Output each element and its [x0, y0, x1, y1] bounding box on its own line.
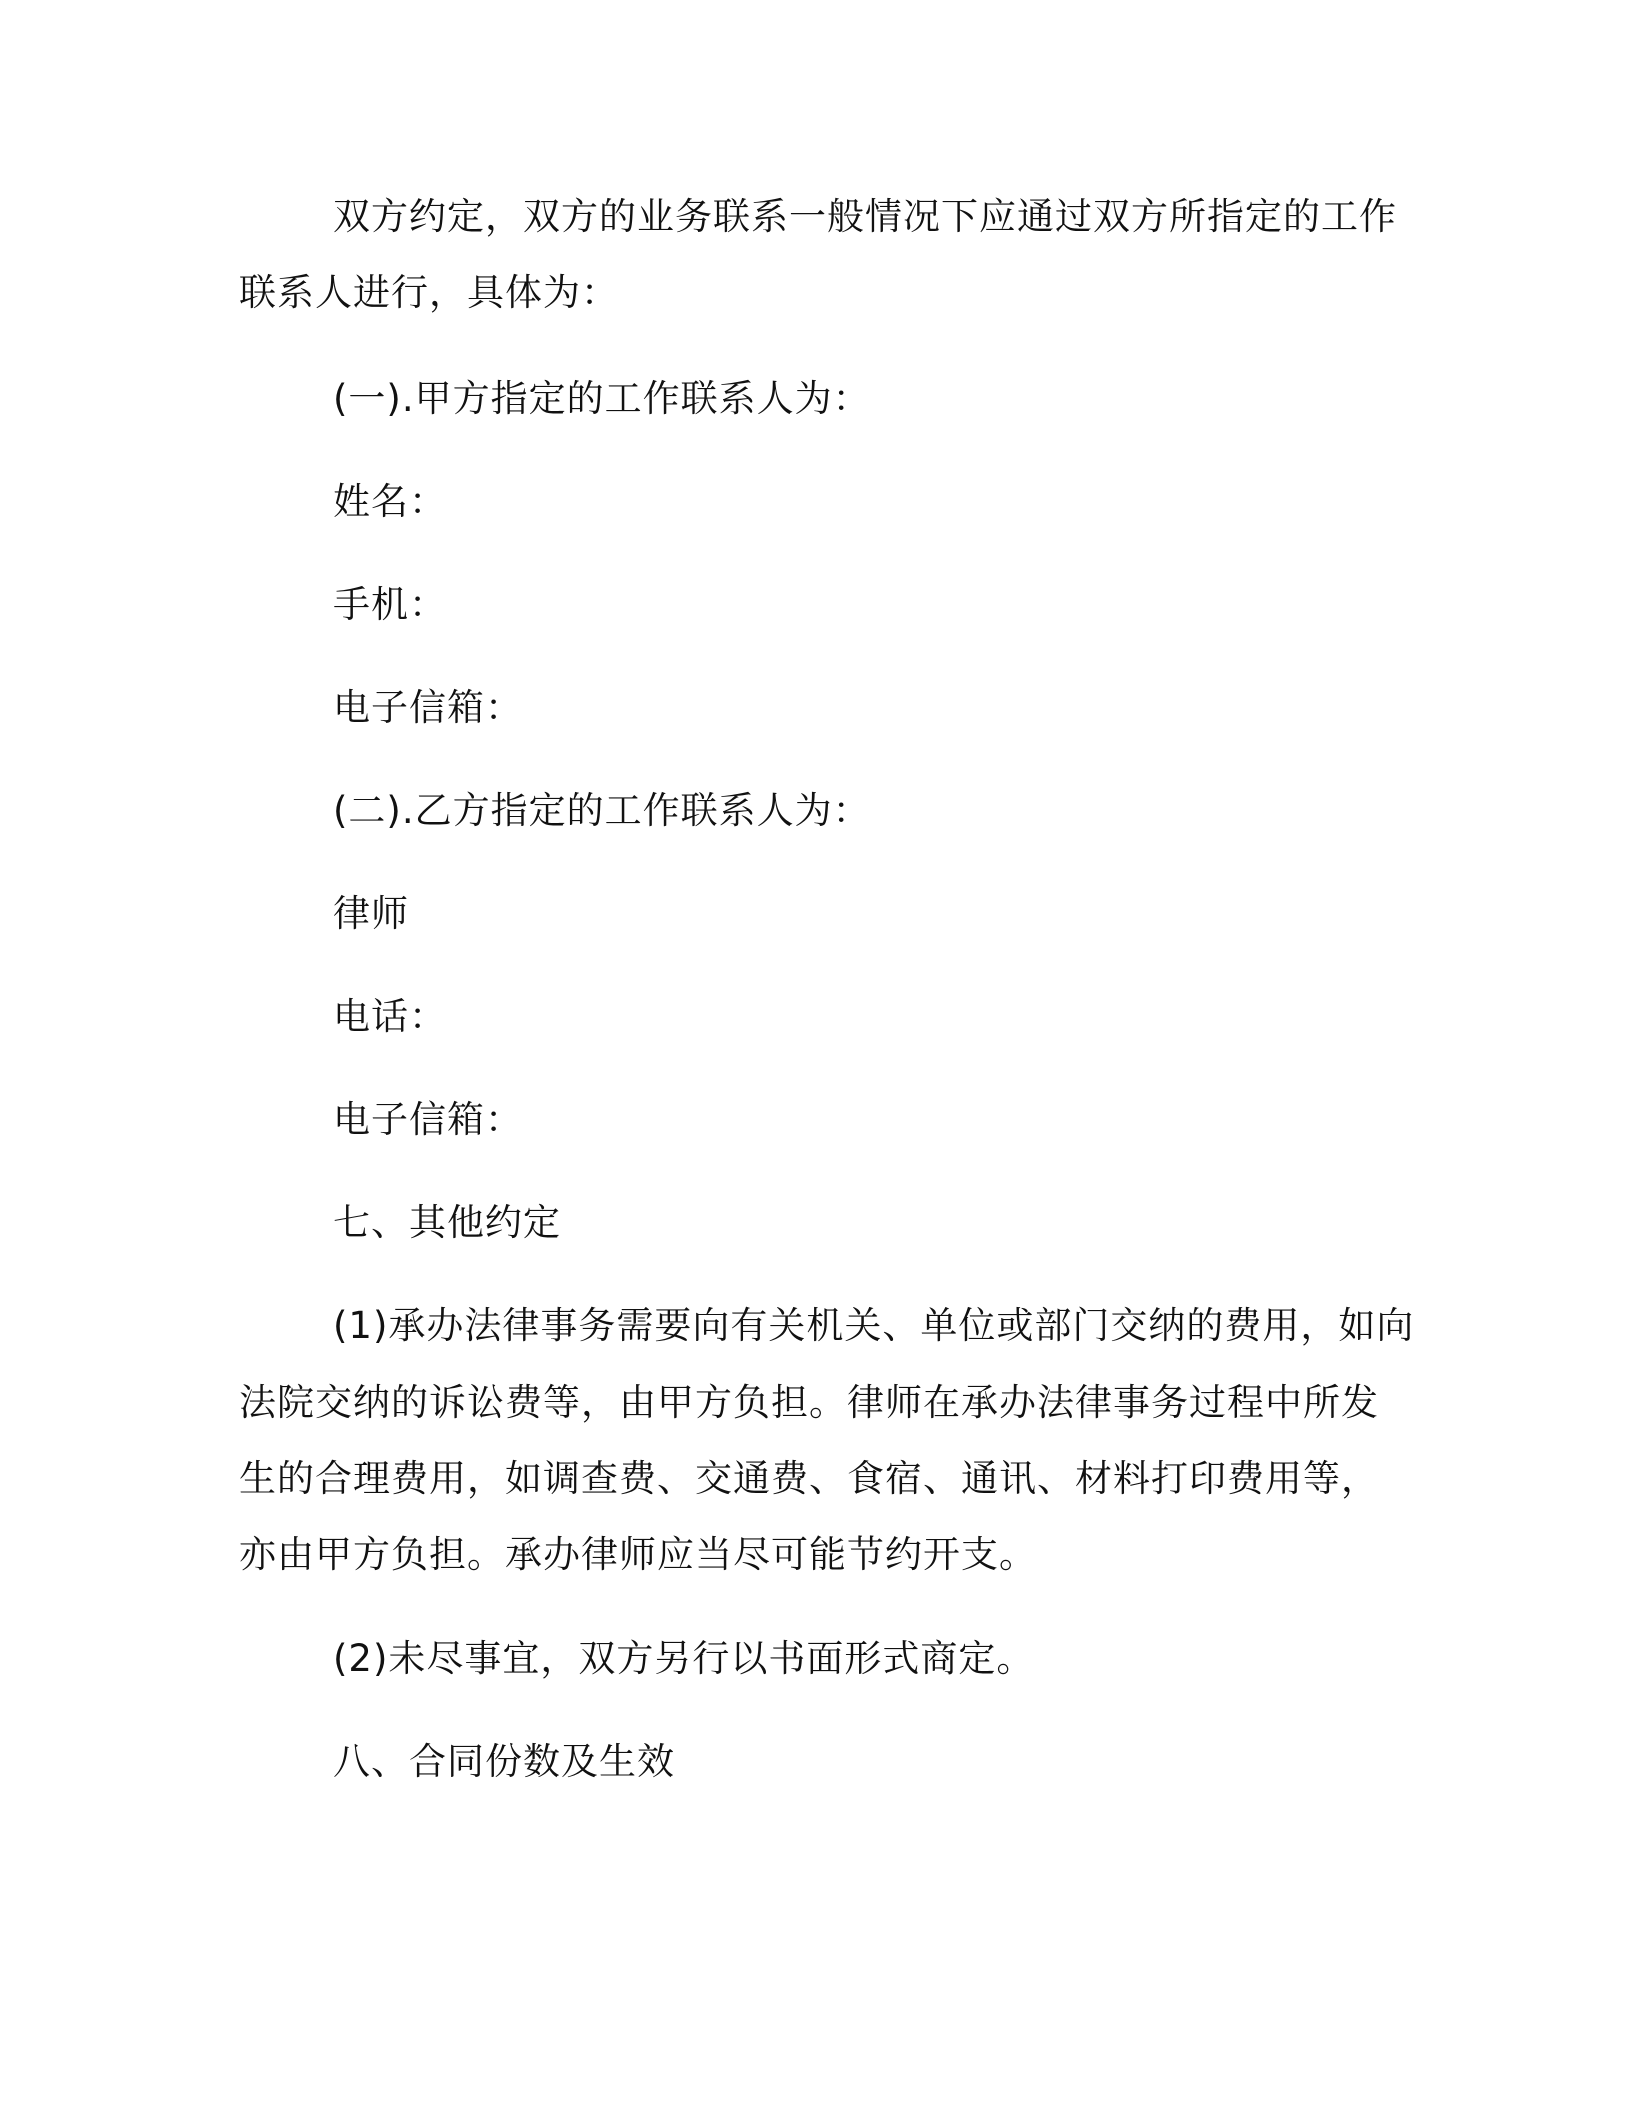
clause-1-line-4: 亦由甲方负担。承办律师应当尽可能节约开支。 — [239, 1533, 1037, 1576]
clause-1-line-1: (1)承办法律事务需要向有关机关、单位或部门交纳的费用，如向 — [333, 1304, 1415, 1347]
party-a-name-label: 姓名： — [333, 480, 447, 523]
party-a-contact-heading: (一).甲方指定的工作联系人为： — [333, 377, 871, 420]
clause-1-line-2: 法院交纳的诉讼费等，由甲方负担。律师在承办法律事务过程中所发 — [239, 1381, 1379, 1424]
clause-2: (2)未尽事宜，双方另行以书面形式商定。 — [333, 1637, 1035, 1680]
party-b-phone-label: 电话： — [333, 995, 447, 1038]
party-b-email-label: 电子信箱： — [333, 1098, 523, 1141]
section-seven-heading: 七、其他约定 — [333, 1201, 561, 1244]
party-a-mobile-label: 手机： — [333, 583, 447, 626]
clause-1-line-3: 生的合理费用，如调查费、交通费、食宿、通讯、材料打印费用等， — [239, 1457, 1379, 1500]
section-eight-heading: 八、合同份数及生效 — [333, 1740, 675, 1783]
party-b-contact-heading: (二).乙方指定的工作联系人为： — [333, 789, 871, 832]
party-b-lawyer-label: 律师 — [333, 892, 409, 935]
paragraph-contact-intro-line-2: 联系人进行，具体为： — [239, 271, 619, 314]
paragraph-contact-intro-line-1: 双方约定，双方的业务联系一般情况下应通过双方所指定的工作 — [333, 195, 1397, 238]
party-a-email-label: 电子信箱： — [333, 686, 523, 729]
